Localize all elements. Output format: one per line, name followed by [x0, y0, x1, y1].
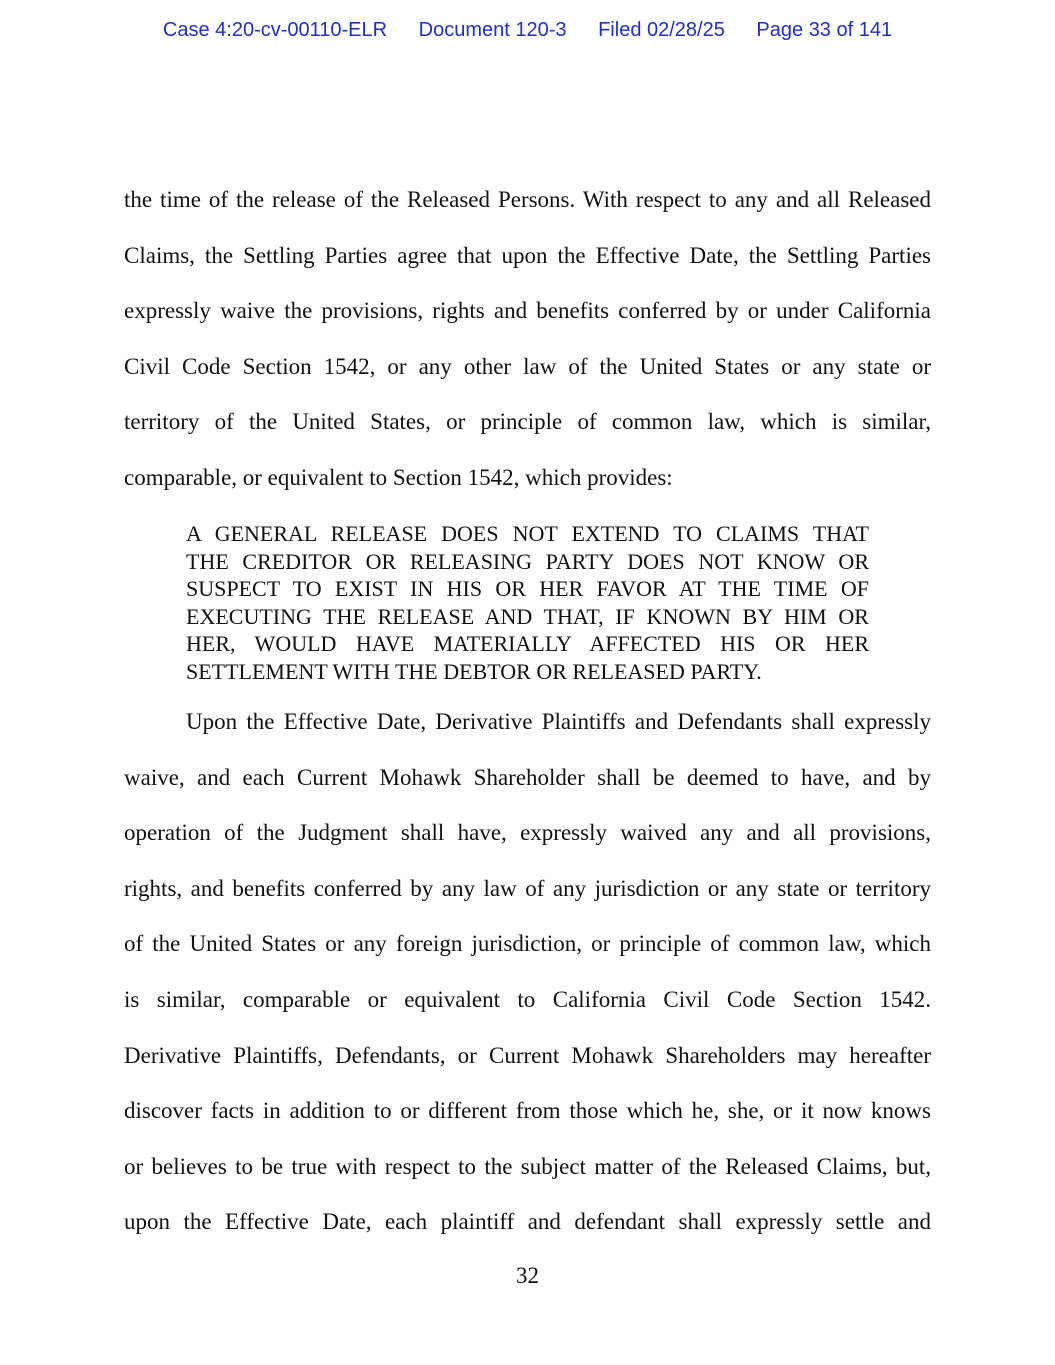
text-line: Upon the Effective Date, Derivative Plaintiffs and Defendants shall expressly	[186, 709, 931, 734]
quote-line: A GENERAL RELEASE DOES NOT EXTEND TO CLAIMS THAT	[186, 521, 869, 546]
quote-line: EXECUTING THE RELEASE AND THAT, IF KNOWN BY HIM OR	[186, 603, 869, 629]
text-line: Civil Code Section 1542, or any other law of the United States or any state or	[124, 353, 931, 379]
text-line: rights, and benefits conferred by any law of any jurisdiction or any state or territory	[124, 875, 931, 901]
quote-line: SUSPECT TO EXIST IN HIS OR HER FAVOR AT THE TIME OF	[186, 576, 869, 602]
page-number: 32	[516, 1263, 539, 1288]
text-line: comparable, or equivalent to Section 1542, which provides:	[124, 465, 673, 490]
quote-line: SETTLEMENT WITH THE DEBTOR OR RELEASED PARTY.	[186, 659, 762, 684]
page-count: Page 33 of 141	[756, 19, 893, 41]
text-line: discover facts in addition to or different from those which he, she, or it now knows	[124, 1098, 931, 1124]
quote-line: THE CREDITOR OR RELEASING PARTY DOES NOT KNOW OR	[186, 548, 869, 574]
text-line: of the United States or any foreign jurisdiction, or principle of common law, which	[124, 931, 931, 957]
text-line: expressly waive the provisions, rights and benefits conferred by or under California	[124, 298, 931, 324]
quote-line: HER, WOULD HAVE MATERIALLY AFFECTED HIS OR HER	[186, 631, 869, 657]
text-line: or believes to be true with respect to the subject matter of the Released Claims, but,	[124, 1153, 931, 1179]
text-line: operation of the Judgment shall have, expressly waived any and all provisions,	[124, 820, 931, 846]
text-line: waive, and each Current Mohawk Shareholder shall be deemed to have, and by	[124, 764, 931, 790]
filing-header	[0, 19, 1055, 42]
text-line: Derivative Plaintiffs, Defendants, or Current Mohawk Shareholders may hereafter	[124, 1042, 931, 1068]
text-line: the time of the release of the Released Persons. With respect to any and all Released	[124, 187, 931, 212]
text-line: is similar, comparable or equivalent to California Civil Code Section 1542.	[124, 987, 931, 1012]
text-line: upon the Effective Date, each plaintiff and defendant shall expressly settle and	[124, 1209, 931, 1235]
text-line: territory of the United States, or principle of common law, which is similar,	[124, 409, 931, 435]
case-number: Case 4:20-cv-00110-ELR	[162, 19, 388, 41]
text-line: Claims, the Settling Parties agree that upon the Effective Date, the Settling Parties	[124, 242, 931, 268]
document-number: Document 120-3	[418, 19, 567, 41]
filed-date: Filed 02/28/25	[598, 19, 725, 41]
